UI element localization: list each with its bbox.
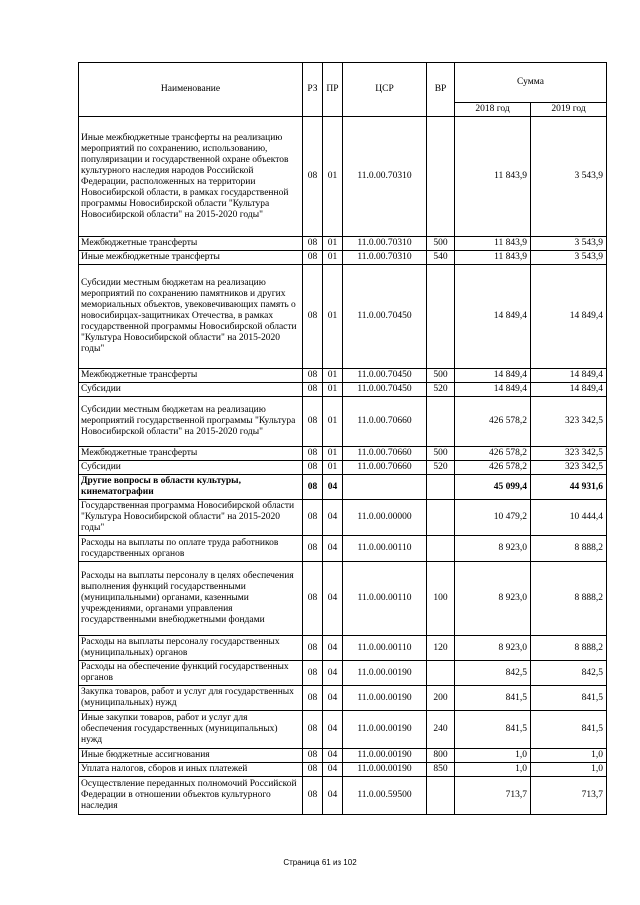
cell-csr: 11.0.00.00000 bbox=[343, 500, 427, 536]
cell-2018: 426 578,2 bbox=[455, 447, 531, 461]
cell-csr: 11.0.00.00110 bbox=[343, 562, 427, 636]
cell-rz: 08 bbox=[303, 475, 323, 500]
cell-name: Расходы на обеспечение функций государственных органов bbox=[79, 661, 303, 686]
cell-2018: 14 849,4 bbox=[455, 383, 531, 397]
cell-2019: 44 931,6 bbox=[531, 475, 607, 500]
cell-csr: 11.0.00.70660 bbox=[343, 461, 427, 475]
cell-pr: 01 bbox=[323, 447, 343, 461]
table-row bbox=[79, 763, 607, 777]
cell-pr: 01 bbox=[323, 117, 343, 237]
cell-rz: 08 bbox=[303, 447, 323, 461]
cell-name: Иные межбюджетные трансферты bbox=[79, 251, 303, 265]
budget-table bbox=[78, 62, 607, 815]
cell-rz: 08 bbox=[303, 397, 323, 447]
table-body bbox=[79, 117, 607, 815]
cell-rz: 08 bbox=[303, 237, 323, 251]
table-row bbox=[79, 475, 607, 500]
cell-rz: 08 bbox=[303, 117, 323, 237]
cell-rz: 08 bbox=[303, 562, 323, 636]
cell-csr: 11.0.00.00110 bbox=[343, 636, 427, 661]
cell-pr: 01 bbox=[323, 265, 343, 369]
cell-pr: 04 bbox=[323, 562, 343, 636]
cell-rz: 08 bbox=[303, 265, 323, 369]
cell-name: Межбюджетные трансферты bbox=[79, 447, 303, 461]
cell-pr: 01 bbox=[323, 461, 343, 475]
table-row bbox=[79, 237, 607, 251]
cell-name: Субсидии местным бюджетам на реализацию мероприятий государственной программы "Культура Новосибирской области" на 2015-2020 годы" bbox=[79, 397, 303, 447]
cell-pr: 01 bbox=[323, 251, 343, 265]
cell-pr: 01 bbox=[323, 237, 343, 251]
cell-vr: 200 bbox=[427, 686, 455, 711]
cell-2019: 1,0 bbox=[531, 763, 607, 777]
cell-vr: 800 bbox=[427, 749, 455, 763]
cell-vr bbox=[427, 536, 455, 562]
table-row bbox=[79, 251, 607, 265]
cell-name: Осуществление переданных полномочий Российской Федерации в отношении объектов культурного наследия bbox=[79, 777, 303, 815]
cell-2018: 1,0 bbox=[455, 749, 531, 763]
cell-name: Иные межбюджетные трансферты на реализацию мероприятий по сохранению, использованию, популяризации и государственной охране объектов культурного наследия народов Российской Федерации, расположенных на территории Новосибирской области, в рамках государственной программы Новосибирской области "Культура Новосибирской области" на 2015-2020 годы" bbox=[79, 117, 303, 237]
cell-2019: 713,7 bbox=[531, 777, 607, 815]
cell-2019: 3 543,9 bbox=[531, 251, 607, 265]
cell-csr bbox=[343, 475, 427, 500]
cell-vr bbox=[427, 661, 455, 686]
col-header-csr: ЦСР bbox=[343, 63, 427, 117]
cell-rz: 08 bbox=[303, 383, 323, 397]
col-header-sum: Сумма bbox=[455, 63, 607, 103]
cell-2019: 842,5 bbox=[531, 661, 607, 686]
cell-vr: 540 bbox=[427, 251, 455, 265]
cell-2019: 8 888,2 bbox=[531, 562, 607, 636]
table-row bbox=[79, 265, 607, 369]
cell-rz: 08 bbox=[303, 251, 323, 265]
cell-vr bbox=[427, 500, 455, 536]
cell-name: Иные бюджетные ассигнования bbox=[79, 749, 303, 763]
cell-vr bbox=[427, 777, 455, 815]
table-row bbox=[79, 369, 607, 383]
cell-pr: 04 bbox=[323, 686, 343, 711]
cell-2019: 14 849,4 bbox=[531, 265, 607, 369]
cell-name: Субсидии bbox=[79, 461, 303, 475]
table-row bbox=[79, 777, 607, 815]
cell-name: Иные закупки товаров, работ и услуг для обеспечения государственных (муниципальных) нужд bbox=[79, 711, 303, 749]
cell-rz: 08 bbox=[303, 536, 323, 562]
table-row bbox=[79, 749, 607, 763]
cell-name: Межбюджетные трансферты bbox=[79, 369, 303, 383]
cell-vr: 520 bbox=[427, 383, 455, 397]
table-row bbox=[79, 397, 607, 447]
cell-name: Другие вопросы в области культуры, кинематографии bbox=[79, 475, 303, 500]
cell-2018: 841,5 bbox=[455, 686, 531, 711]
cell-vr: 100 bbox=[427, 562, 455, 636]
col-header-rz: РЗ bbox=[303, 63, 323, 117]
cell-vr: 500 bbox=[427, 369, 455, 383]
cell-2018: 426 578,2 bbox=[455, 397, 531, 447]
cell-2019: 14 849,4 bbox=[531, 383, 607, 397]
cell-2018: 45 099,4 bbox=[455, 475, 531, 500]
cell-rz: 08 bbox=[303, 661, 323, 686]
cell-2018: 8 923,0 bbox=[455, 636, 531, 661]
col-header-name: Наименование bbox=[79, 63, 303, 117]
cell-2019: 10 444,4 bbox=[531, 500, 607, 536]
cell-name: Расходы на выплаты по оплате труда работников государственных органов bbox=[79, 536, 303, 562]
table-row bbox=[79, 447, 607, 461]
cell-vr: 500 bbox=[427, 447, 455, 461]
cell-csr: 11.0.00.70310 bbox=[343, 237, 427, 251]
cell-vr: 240 bbox=[427, 711, 455, 749]
cell-csr: 11.0.00.70660 bbox=[343, 447, 427, 461]
cell-pr: 04 bbox=[323, 475, 343, 500]
cell-2019: 3 543,9 bbox=[531, 237, 607, 251]
cell-2018: 11 843,9 bbox=[455, 251, 531, 265]
cell-2019: 323 342,5 bbox=[531, 397, 607, 447]
cell-2018: 8 923,0 bbox=[455, 562, 531, 636]
cell-2019: 1,0 bbox=[531, 749, 607, 763]
cell-vr: 500 bbox=[427, 237, 455, 251]
table-row bbox=[79, 536, 607, 562]
cell-vr bbox=[427, 117, 455, 237]
cell-csr: 11.0.00.00190 bbox=[343, 686, 427, 711]
cell-2018: 14 849,4 bbox=[455, 265, 531, 369]
cell-2019: 14 849,4 bbox=[531, 369, 607, 383]
col-header-2018: 2018 год bbox=[455, 103, 531, 117]
col-header-vr: ВР bbox=[427, 63, 455, 117]
page-number: Страница 61 из 102 bbox=[283, 858, 357, 867]
cell-vr bbox=[427, 475, 455, 500]
cell-vr: 850 bbox=[427, 763, 455, 777]
col-header-2019: 2019 год bbox=[531, 103, 607, 117]
cell-2019: 8 888,2 bbox=[531, 536, 607, 562]
cell-rz: 08 bbox=[303, 369, 323, 383]
cell-vr bbox=[427, 397, 455, 447]
table-row bbox=[79, 461, 607, 475]
cell-csr: 11.0.00.70660 bbox=[343, 397, 427, 447]
cell-name: Субсидии местным бюджетам на реализацию мероприятий по сохранению памятников и других мемориальных объектов, увековечивающих память о новосибирцах-защитниках Отечества, в рамках государственной программы Новосибирской области "Культура Новосибирской области" на 2015-2020 годы" bbox=[79, 265, 303, 369]
cell-name: Закупка товаров, работ и услуг для государственных (муниципальных) нужд bbox=[79, 686, 303, 711]
cell-csr: 11.0.00.00190 bbox=[343, 749, 427, 763]
cell-rz: 08 bbox=[303, 461, 323, 475]
cell-csr: 11.0.00.00190 bbox=[343, 763, 427, 777]
cell-pr: 04 bbox=[323, 777, 343, 815]
cell-2018: 14 849,4 bbox=[455, 369, 531, 383]
table-row bbox=[79, 686, 607, 711]
table-row bbox=[79, 383, 607, 397]
cell-rz: 08 bbox=[303, 686, 323, 711]
cell-2019: 3 543,9 bbox=[531, 117, 607, 237]
cell-rz: 08 bbox=[303, 777, 323, 815]
cell-pr: 04 bbox=[323, 500, 343, 536]
cell-vr bbox=[427, 265, 455, 369]
table-row bbox=[79, 636, 607, 661]
cell-name: Уплата налогов, сборов и иных платежей bbox=[79, 763, 303, 777]
table-row bbox=[79, 500, 607, 536]
cell-vr: 120 bbox=[427, 636, 455, 661]
cell-csr: 11.0.00.70450 bbox=[343, 369, 427, 383]
cell-pr: 04 bbox=[323, 763, 343, 777]
cell-name: Расходы на выплаты персоналу в целях обеспечения выполнения функций государственными (муниципальными) органами, казенными учреждениями, органами управления государственными внебюджетными фондами bbox=[79, 562, 303, 636]
cell-pr: 04 bbox=[323, 711, 343, 749]
cell-pr: 01 bbox=[323, 383, 343, 397]
cell-2019: 323 342,5 bbox=[531, 461, 607, 475]
cell-csr: 11.0.00.70450 bbox=[343, 383, 427, 397]
cell-name: Субсидии bbox=[79, 383, 303, 397]
cell-name: Межбюджетные трансферты bbox=[79, 237, 303, 251]
cell-2018: 841,5 bbox=[455, 711, 531, 749]
cell-csr: 11.0.00.59500 bbox=[343, 777, 427, 815]
cell-csr: 11.0.00.00190 bbox=[343, 661, 427, 686]
cell-csr: 11.0.00.70450 bbox=[343, 265, 427, 369]
cell-rz: 08 bbox=[303, 749, 323, 763]
cell-name: Государственная программа Новосибирской области "Культура Новосибирской области" на 2015-2020 годы" bbox=[79, 500, 303, 536]
cell-pr: 04 bbox=[323, 636, 343, 661]
cell-csr: 11.0.00.70310 bbox=[343, 251, 427, 265]
cell-2018: 713,7 bbox=[455, 777, 531, 815]
cell-rz: 08 bbox=[303, 500, 323, 536]
table-row bbox=[79, 117, 607, 237]
cell-2019: 8 888,2 bbox=[531, 636, 607, 661]
cell-vr: 520 bbox=[427, 461, 455, 475]
cell-2018: 426 578,2 bbox=[455, 461, 531, 475]
cell-2018: 1,0 bbox=[455, 763, 531, 777]
cell-2018: 11 843,9 bbox=[455, 237, 531, 251]
cell-pr: 01 bbox=[323, 397, 343, 447]
cell-2018: 11 843,9 bbox=[455, 117, 531, 237]
cell-2019: 323 342,5 bbox=[531, 447, 607, 461]
cell-2019: 841,5 bbox=[531, 711, 607, 749]
cell-2018: 8 923,0 bbox=[455, 536, 531, 562]
table-row bbox=[79, 711, 607, 749]
table-row bbox=[79, 661, 607, 686]
cell-name: Расходы на выплаты персоналу государственных (муниципальных) органов bbox=[79, 636, 303, 661]
cell-csr: 11.0.00.00190 bbox=[343, 711, 427, 749]
cell-pr: 04 bbox=[323, 661, 343, 686]
cell-csr: 11.0.00.70310 bbox=[343, 117, 427, 237]
cell-csr: 11.0.00.00110 bbox=[343, 536, 427, 562]
cell-pr: 01 bbox=[323, 369, 343, 383]
cell-rz: 08 bbox=[303, 763, 323, 777]
cell-pr: 04 bbox=[323, 536, 343, 562]
table-row bbox=[79, 562, 607, 636]
cell-pr: 04 bbox=[323, 749, 343, 763]
cell-rz: 08 bbox=[303, 711, 323, 749]
cell-rz: 08 bbox=[303, 636, 323, 661]
cell-2019: 841,5 bbox=[531, 686, 607, 711]
cell-2018: 842,5 bbox=[455, 661, 531, 686]
cell-2018: 10 479,2 bbox=[455, 500, 531, 536]
col-header-pr: ПР bbox=[323, 63, 343, 117]
